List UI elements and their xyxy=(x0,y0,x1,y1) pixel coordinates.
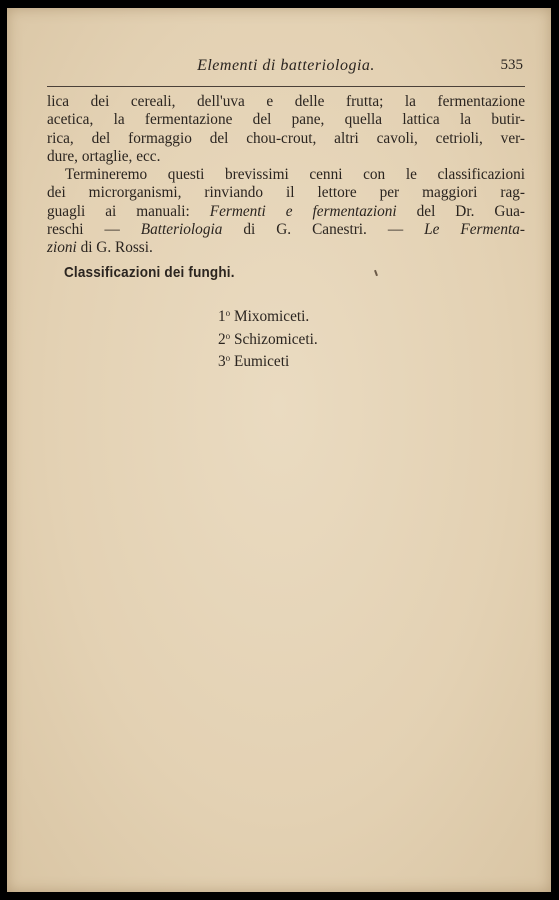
item-number: 1 xyxy=(218,308,226,325)
text-line: dei microrganismi, rinviando il lettore per maggiori rag- xyxy=(47,184,525,202)
ink-speck xyxy=(374,270,378,276)
text-line: lica dei cereali, dell'uva e delle frutta; la fermentazione xyxy=(47,93,525,110)
text-line: dure, ortaglie, ecc. xyxy=(47,147,161,165)
list-item xyxy=(218,304,318,327)
item-name: Mixomiceti. xyxy=(230,308,310,325)
page-number: 535 xyxy=(500,57,523,73)
book-title-batteriologia: Batteriologia xyxy=(140,221,223,239)
section-heading: Classificazioni dei funghi. xyxy=(64,264,235,281)
text-fragment: di G. Canestri. — xyxy=(222,221,425,239)
item-name: Schizomiceti. xyxy=(230,330,318,348)
ordinal-mark: o xyxy=(225,308,231,318)
text-fragment: del Dr. Gua- xyxy=(396,202,525,220)
text-fragment: di G. Rossi. xyxy=(76,239,153,257)
classification-list xyxy=(218,304,318,372)
text-line: Termineremo questi brevissimi cenni con le classificazioni xyxy=(65,166,525,184)
book-title-fermentazioni-cont: zioni xyxy=(47,239,77,257)
ordinal-mark: o xyxy=(225,353,231,363)
running-header xyxy=(47,50,525,87)
text-line: rica, del formaggio del chou-crout, altri cavoli, cetrioli, ver- xyxy=(47,129,525,147)
item-number: 3 xyxy=(218,353,226,370)
list-item xyxy=(218,327,318,350)
book-title-fermenti: Fermenti e fermentazioni xyxy=(209,202,397,220)
body-text xyxy=(47,93,525,258)
item-name: Eumiceti xyxy=(230,353,290,370)
text-line xyxy=(47,239,525,257)
ordinal-mark: o xyxy=(225,330,231,341)
paragraph-references xyxy=(47,166,525,257)
book-title-fermentazioni: Le Fermenta- xyxy=(424,221,525,239)
text-line xyxy=(47,221,525,239)
text-fragment: guagli ai manuali: xyxy=(47,202,210,220)
text-line xyxy=(47,203,525,221)
list-item xyxy=(218,349,318,372)
item-number: 2 xyxy=(218,330,226,348)
running-title: Elementi di batteriologia. xyxy=(197,57,375,74)
book-page xyxy=(7,8,551,892)
paragraph-fermentation xyxy=(47,93,525,166)
text-fragment: reschi — xyxy=(47,221,141,239)
text-line: acetica, la fermentazione del pane, quella lattica la butir- xyxy=(47,111,525,129)
